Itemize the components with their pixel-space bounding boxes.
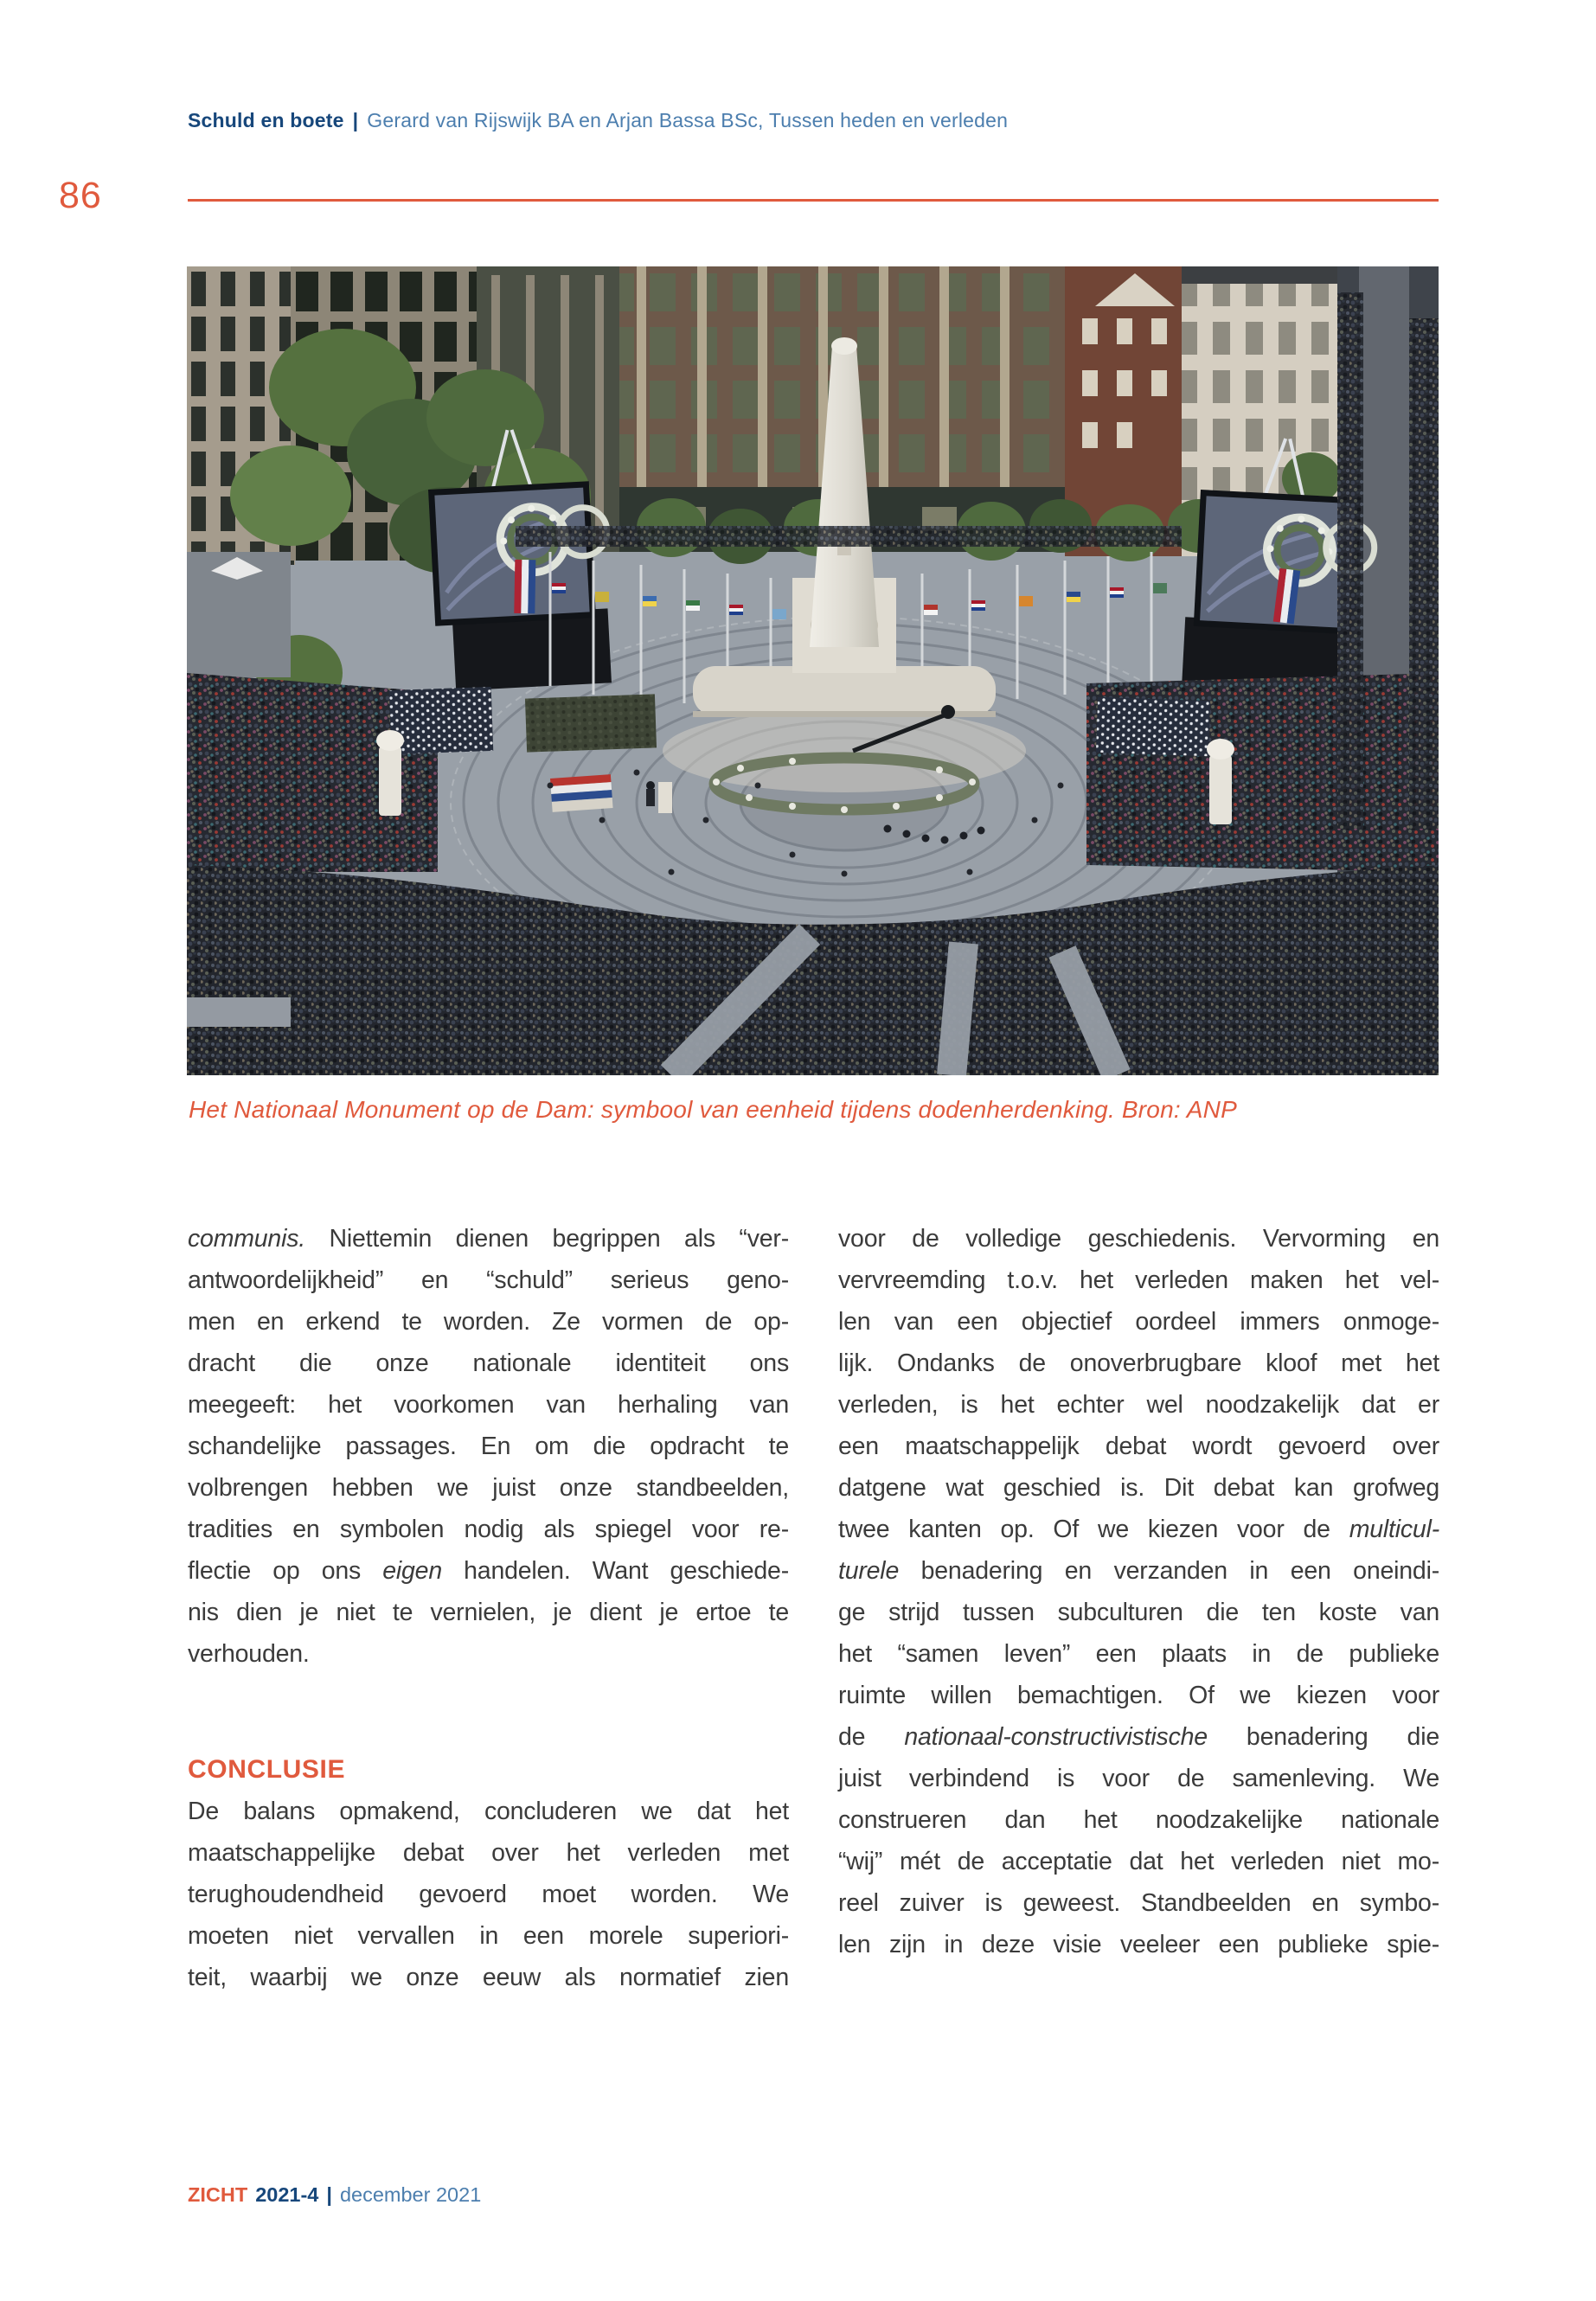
- detachment-army-center: [525, 694, 657, 752]
- figure-caption: Het Nationaal Monument op de Dam: symbool van eenheid tijdens dodenherdenking. Bron: ANP: [189, 1096, 1237, 1123]
- footer-separator: |: [326, 2183, 332, 2206]
- walkway-left: [187, 997, 291, 1027]
- body-text-line: dracht die onze nationale identiteit ons: [188, 1349, 789, 1377]
- body-text-line: ge strijd tussen subculturen die ten koste van: [838, 1599, 1439, 1626]
- figure-dam-monument: [187, 266, 1439, 1123]
- body-text-line: ruimte willen bemachtigen. Of we kiezen voor: [838, 1682, 1439, 1709]
- footer-brand: ZICHT: [188, 2183, 248, 2206]
- statue-pillar-right: [1207, 739, 1234, 824]
- body-text-line: juist verbindend is voor de samenleving. We: [838, 1765, 1439, 1792]
- body-text-line: een maatschappelijk debat wordt gevoerd over: [838, 1433, 1439, 1460]
- header-title: Schuld en boete: [188, 109, 344, 131]
- header-separator: |: [352, 109, 359, 131]
- body-text-line: twee kanten op. Of we kiezen voor de multicul-: [838, 1516, 1439, 1543]
- body-text-line: moeten niet vervallen in een morele superiori-: [188, 1922, 789, 1950]
- body-text-line: flectie op ons eigen handelen. Want geschiede-: [188, 1557, 789, 1585]
- body-text-line: De balans opmakend, concluderen we dat het: [188, 1798, 789, 1825]
- article-body: [188, 1218, 1439, 1998]
- flag-draped-table: [550, 774, 613, 812]
- photo-dam-square: [187, 266, 1439, 1075]
- detachment-navy-left: [389, 687, 494, 754]
- body-text-line: communis. Niettemin dienen begrippen als “ver-: [188, 1225, 789, 1253]
- crowd-street-right-b: [1409, 318, 1439, 829]
- header-divider-rule: [188, 199, 1439, 202]
- body-text-line: nis dien je niet te vernielen, je dient je ertoe te: [188, 1599, 789, 1626]
- body-text-line: het “samen leven” een plaats in de publieke: [838, 1640, 1439, 1668]
- body-text-line: teit, waarbij we onze eeuw als normatief zien: [188, 1964, 789, 1991]
- header-subtitle: Gerard van Rijswijk BA en Arjan Bassa BSc, Tussen heden en verleden: [367, 109, 1009, 131]
- crowd-storefront-line: [516, 526, 1182, 547]
- footer-issue: 2021-4: [255, 2183, 319, 2206]
- body-text-line: terughoudendheid gevoerd moet worden. We: [188, 1881, 789, 1908]
- page-number: 86: [59, 175, 102, 216]
- body-text-line: datgene wat geschied is. Dit debat kan grofweg: [838, 1474, 1439, 1502]
- page-header: [188, 109, 1008, 132]
- body-text-line: len van een objectief oordeel immers onmoge-: [838, 1308, 1439, 1336]
- body-text-line: lijk. Ondanks de onoverbrugbare kloof met het: [838, 1349, 1439, 1377]
- column-left: [188, 1218, 789, 1998]
- body-text-line: voor de volledige geschiedenis. Vervorming en: [838, 1225, 1439, 1253]
- body-text-line: meegeeft: het voorkomen van herhaling van: [188, 1391, 789, 1419]
- body-text-line: antwoordelijkheid” en “schuld” serieus geno-: [188, 1266, 789, 1294]
- body-text-line: de nationaal-constructivistische benadering die: [838, 1723, 1439, 1751]
- crowd-street-right-a: [1337, 292, 1363, 829]
- body-text-line: turele benadering en verzanden in een oneindi-: [838, 1557, 1439, 1585]
- body-text-line: reel zuiver is geweest. Standbeelden en symbo-: [838, 1889, 1439, 1917]
- column-right: [838, 1218, 1439, 1998]
- page-footer: [188, 2183, 481, 2207]
- body-text-line: verleden, is het echter wel noodzakelijk dat er: [838, 1391, 1439, 1419]
- section-heading: CONCLUSIE: [188, 1755, 346, 1784]
- body-text-line: men en erkend te worden. Ze vormen de op-: [188, 1308, 789, 1336]
- body-text-line: “wij” mét de acceptatie dat het verleden niet mo-: [838, 1848, 1439, 1875]
- body-text-line: maatschappelijke debat over het verleden met: [188, 1839, 789, 1867]
- detachment-navy-right: [1096, 697, 1210, 756]
- body-text-line: schandelijke passages. En om die opdracht te: [188, 1433, 789, 1460]
- body-text-line: volbrengen hebben we juist onze standbeelden,: [188, 1474, 789, 1502]
- body-text-line: verhouden.: [188, 1640, 310, 1668]
- body-text-line: construeren dan het noodzakelijke nationale: [838, 1806, 1439, 1834]
- body-text-line: vervreemding t.o.v. het verleden maken het vel-: [838, 1266, 1439, 1294]
- statue-pillar-left: [376, 730, 404, 816]
- footer-date: december 2021: [339, 2183, 482, 2206]
- body-text-line: len zijn in deze visie veeleer een publieke spie-: [838, 1931, 1439, 1958]
- body-text-line: tradities en symbolen nodig als spiegel voor re-: [188, 1516, 789, 1543]
